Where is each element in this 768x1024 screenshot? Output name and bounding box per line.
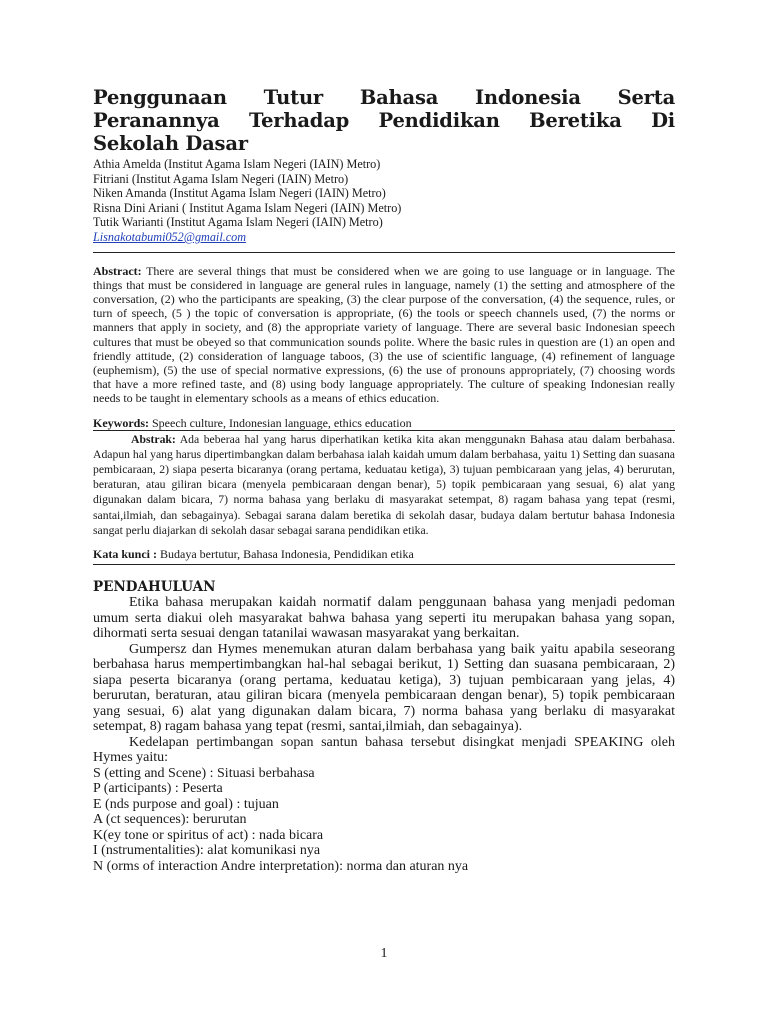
- abstrak-text: Ada beberaa hal yang harus diperhatikan ketika kita akan menggunakn Bahasa atau dalam berbahasa. Adapun hal yang harus dipertimbangkan dalam berbahasa ialah kaidah umum dalam berbahasa, yaitu 1) Setting dan suasana pembicaraan, 2) siapa peserta bicaranya (orang pertama, keduatau ketiga), 3) tujuan pembicaraan yang jelas, 4) berurutan, beraturan, atau giliran bicara (menyela pembicaraan dengan benar), 5) topik pembicaraan yang sesuai, 6) alat yang digunakan dalam bicara, 7) norma bahasa yang berlaku di masyarakat setempat, 8) ragam bahasa yang tepat (resmi, santai,ilmiah, dan sebagainya). Sebagai sarana dalam beretika di sekolah dasar, budaya dalam bertutur bahasa Indonesia sangat perlu diajarkan di sekolah dasar sebagai sarana pendidikan etika.: [93, 432, 675, 537]
- divider: [93, 564, 675, 565]
- list-item: E (nds purpose and goal) : tujuan: [93, 796, 279, 812]
- keywords-label: Keywords:: [93, 415, 149, 430]
- section-heading: PENDAHULUAN: [93, 579, 216, 596]
- body-paragraph: Etika bahasa merupakan kaidah normatif dalam penggunaan bahasa yang menjadi pedoman umum serta diakui oleh masyarakat bahwa bahasa yang seperti itu merupakan bahasa yang sopan, dihormati serta sesuai dengan tatanilai wawasan masyarakat yang berkaitan.: [93, 595, 675, 642]
- divider: [93, 252, 675, 253]
- keywords-text: Speech culture, Indonesian language, ethics education: [149, 415, 412, 430]
- author-line: Fitriani (Institut Agama Islam Negeri (IAIN) Metro): [93, 171, 349, 186]
- abstrak-label: Abstrak:: [131, 432, 176, 446]
- body-paragraph: Gumpersz dan Hymes menemukan aturan dalam berbahasa yang baik yaitu apabila seseorang berbahasa harus mempertimbangkan hal-hal sebagai berikut, 1) Setting dan suasana pembicaraan, 2) siapa peserta bicaranya (orang pertama, keduatau ketiga), 3) tujuan pembicaraan yang jelas, 4) berurutan, beraturan, atau giliran bicara (menyela pembicaraan dengan benar), 5) topik pembicaraan yang sesuai, 6) alat yang digunakan dalam bicara, 7) norma bahasa yang berlaku di masyarakat setempat, 8) ragam bahasa yang tepat (resmi, santai,ilmiah, dan sebagainya).: [93, 641, 675, 735]
- author-line: Athia Amelda (Institut Agama Islam Negeri (IAIN) Metro): [93, 157, 381, 171]
- kata-kunci-text: Budaya bertutur, Bahasa Indonesia, Pendidikan etika: [157, 547, 414, 562]
- abstract-label: Abstract:: [93, 263, 142, 278]
- paper-title: Penggunaan Tutur Bahasa Indonesia Serta Peranannya Terhadap Pendidikan Beretika Di Sekolah Dasar: [93, 86, 675, 155]
- list-item: P (articipants) : Peserta: [93, 781, 223, 797]
- author-line: Niken Amanda (Institut Agama Islam Negeri (IAIN) Metro): [93, 186, 386, 201]
- list-item: K(ey tone or spiritus of act) : nada bicara: [93, 827, 324, 843]
- abstract-text: There are several things that must be considered when we are going to use language or in language. The things that must be considered in language are general rules in language, namely (1) the setting and atmosphere of the conversation, (2) who the participants are speaking, (3) the clear purpose of the conversation, (4) the sequence, rules, or turn of speech, (5 ) the topic of conversation is appropriate, (6) the tools or speech channels used, (7) the norms or manners that apply in society, and (8) the appropriate variety of language. There are several basic Indonesian speech cultures that must be obeyed so that communication sounds polite. Where the basic rules in question are (1) an open and friendly attitude, (2) consideration of language taboos, (3) the use of scientific language, (4) refinement of language (euphemism), (5) the use of special normative expressions, (6) the use of pronouns appropriately, (7) choosing words that have a more refined taste, and (8) using body language appropriately. The culture of speaking Indonesian really needs to be taught in elementary schools as a means of ethics education.: [93, 263, 675, 406]
- list-item: I (nstrumentalities): alat komunikasi nya: [93, 843, 321, 859]
- paper-page: [93, 86, 675, 874]
- contact-email-link[interactable]: Lisnakotabumi052@gmail.com: [93, 229, 247, 244]
- author-line: Risna Dini Ariani ( Institut Agama Islam Negeri (IAIN) Metro): [93, 200, 402, 215]
- keywords-indonesian: [93, 547, 675, 561]
- list-item: A (ct sequences): berurutan: [93, 812, 247, 828]
- abstract-indonesian: [93, 432, 675, 538]
- divider: [93, 430, 675, 431]
- author-line: Tutik Warianti (Institut Agama Islam Negeri (IAIN) Metro): [93, 215, 383, 230]
- list-item: N (orms of interaction Andre interpretation): norma dan aturan nya: [93, 858, 469, 874]
- list-item: S (etting and Scene) : Situasi berbahasa: [93, 765, 315, 781]
- keywords-english: [93, 416, 675, 430]
- author-list: [93, 157, 675, 245]
- kata-kunci-label: Kata kunci :: [93, 547, 158, 562]
- abstract-english: [93, 264, 675, 406]
- body-paragraph: Kedelapan pertimbangan sopan santun bahasa tersebut disingkat menjadi SPEAKING oleh Hymes yaitu:: [93, 734, 675, 766]
- speaking-list: [93, 766, 675, 875]
- page-number: 1: [380, 946, 388, 961]
